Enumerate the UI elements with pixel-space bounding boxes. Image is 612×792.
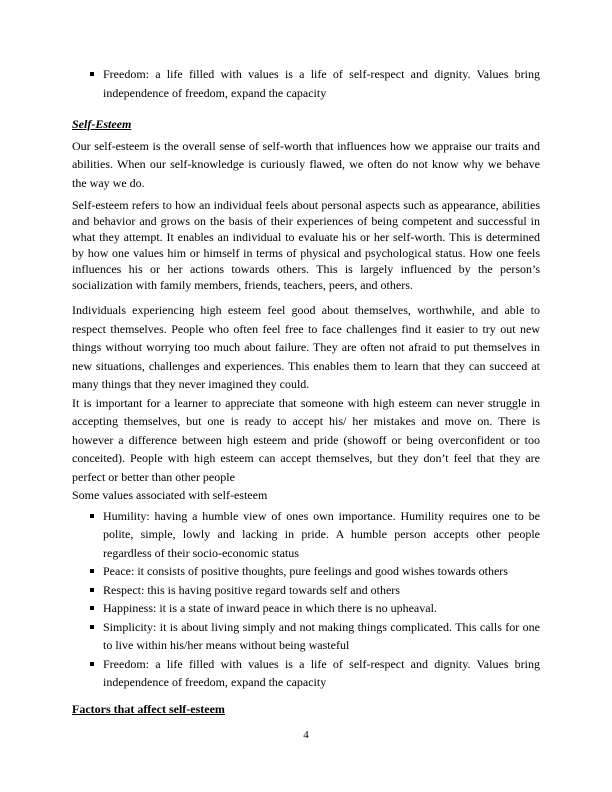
list-item-text: Freedom: a life filled with values is a life of self-respect and dignity. Values bring independence of freedom, expand the capacity [103, 67, 540, 100]
list-item-happiness [103, 599, 540, 618]
list-item-humility [103, 507, 540, 563]
square-bullet-icon [90, 569, 94, 573]
list-item-freedom [103, 655, 540, 692]
square-bullet-icon [90, 662, 94, 666]
values-bullet-list [72, 507, 540, 692]
list-item-freedom [103, 65, 540, 102]
values-intro-line: Some values associated with self-esteem [72, 488, 268, 502]
heading-self-esteem: Self-Esteem [72, 117, 132, 131]
list-item-text: Simplicity: it is about living simply and not making things complicated. This calls for one to live within his/her means without being wasteful [103, 619, 540, 652]
list-item-text: Freedom: a life filled with values is a life of self-respect and dignity. Values bring independence of freedom, expand the capacity [103, 656, 540, 689]
paragraph-esteem-vs-pride: It is important for a learner to appreciate that someone with high esteem can never struggle in accepting themselves, but one is ready to accept his/ her mistakes and move on. There is however a difference between high esteem and pride (showoff or being overconfident or too conceited). People with high esteem can accept themselves, but they don’t feel that they are perfect or better than other people [72, 395, 540, 484]
heading-factors: Factors that affect self-esteem [72, 701, 225, 716]
square-bullet-icon [90, 588, 94, 592]
square-bullet-icon [90, 606, 94, 610]
list-item-peace [103, 562, 540, 581]
intro-bullet-list [72, 65, 540, 102]
page-number: 4 [303, 729, 309, 741]
paragraph-high-esteem: Individuals experiencing high esteem feel good about themselves, worthwhile, and able to respect themselves. People who often feel free to face challenges find it easier to try out new things without worrying too much about failure. They are often not afraid to put themselves in new situations, challenges and experiences. This enables them to learn that they can succeed at many things that they never imagined they could. [72, 303, 540, 391]
square-bullet-icon [90, 625, 94, 629]
paragraph-overview: Our self-esteem is the overall sense of self-worth that influences how we appraise our traits and abilities. When our self-knowledge is curiously flawed, we often do not know why we behave the way we do. [72, 138, 540, 190]
square-bullet-icon [90, 72, 94, 76]
list-item-text: Happiness: it is a state of inward peace in which there is no upheaval. [103, 601, 437, 615]
list-item-text: Respect: this is having positive regard towards self and others [103, 582, 400, 597]
list-item-text: Peace: it consists of positive thoughts, pure feelings and good wishes towards others [103, 564, 508, 578]
list-item-respect [103, 581, 540, 600]
page-content [72, 65, 540, 718]
square-bullet-icon [90, 514, 94, 518]
paragraph-definition: Self-esteem refers to how an individual feels about personal aspects such as appearance, abilities and behavior and grows on the basis of their experiences of being competent and successful in what they attempt. It enables an individual to evaluate his or her self-worth. This is determined by how one values him or himself in terms of physical and psychological status. How one feels influences his or her actions towards others. This is largely influenced by the person’s socialization with family members, friends, teachers, peers, and others. [72, 198, 540, 292]
list-item-text: Humility: having a humble view of ones own importance. Humility requires one to be polite, simple, lowly and lacking in pride. A humble person accepts other people regardless of their socio-economic status [103, 508, 540, 560]
list-item-simplicity [103, 618, 540, 655]
